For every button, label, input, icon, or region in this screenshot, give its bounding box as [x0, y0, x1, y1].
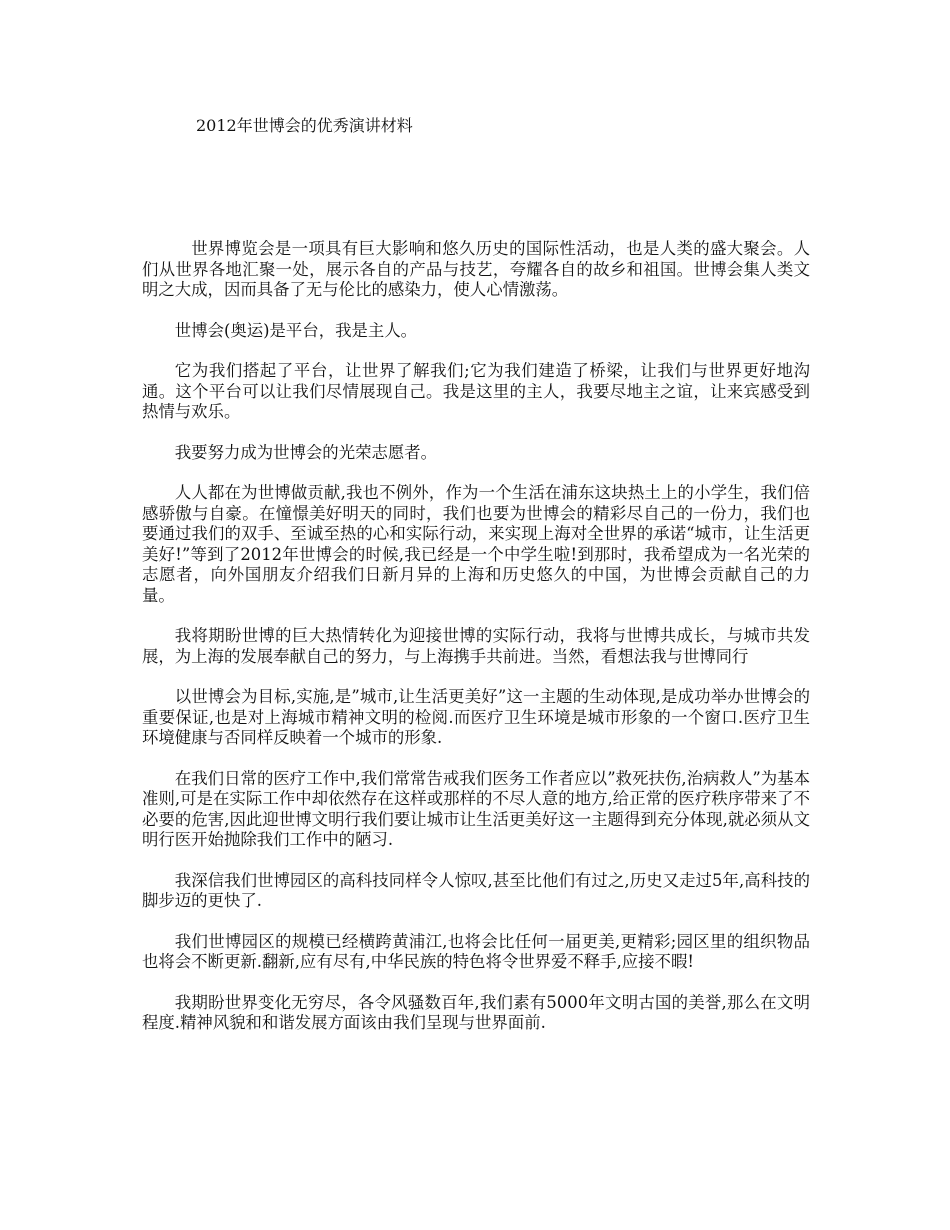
paragraph: 世博会(奥运)是平台，我是主人。: [174, 320, 418, 340]
paragraph: 我深信我们世博园区的高科技同样令人惊叹,甚至比他们有过之,历史又走过5年,高科技的脚步迈的更快了.: [142, 870, 810, 910]
paragraph: 人人都在为世博做贡献,我也不例外，作为一个生活在浦东这块热土上的小学生，我们倍感骄傲与自豪。在憧憬美好明天的同时，我们也要为世博会的精彩尽自己的一份力，我们也要通过我们的双手、至诚至热的心和实际行动，来实现上海对全世界的承诺“城市，让生活更美好!”等到了2012年世博会的时候,我已经是一个中学生啦!到那时，我希望成为一名光荣的志愿者，向外国朋友介绍我们日新月异的上海和历史悠久的中国，为世博会贡献自己的力量。: [142, 483, 810, 605]
paragraph-intro: 世界博览会是一项具有巨大影响和悠久历史的国际性活动，也是人类的盛大聚会。人们从世界各地汇聚一处，展示各自的产品与技艺，夸耀各自的故乡和祖国。世博会集人类文明之大成，因而具备了无与伦比的感染力，使人心情激荡。: [142, 239, 810, 299]
paragraph: 在我们日常的医疗工作中,我们常常告戒我们医务工作者应以”救死扶伤,治病救人”为基本准则,可是在实际工作中却依然存在这样或那样的不尽人意的地方,给正常的医疗秩序带来了不必要的危害,因此迎世博文明行我们要让城市让生活更美好这一主题得到充分体现,就必须从文明行医开始抛除我们工作中的陋习.: [142, 768, 810, 849]
paragraph: 我将期盼世博的巨大热情转化为迎接世博的实际行动，我将与世博共成长，与城市共发展，为上海的发展奉献自己的努力，与上海携手共前进。当然，看想法我与世博同行: [142, 626, 810, 666]
document-title: 2012年世博会的优秀演讲材料: [196, 116, 413, 135]
document-body: [142, 239, 810, 1054]
paragraph: 以世博会为目标,实施,是”城市,让生活更美好”这一主题的生动体现,是成功举办世博会的重要保证,也是对上海城市精神文明的检阅.而医疗卫生环境是城市形象的一个窗口.医疗卫生环境健康与否同样反映着一个城市的形象.: [142, 687, 810, 747]
paragraph: 它为我们搭起了平台，让世界了解我们;它为我们建造了桥梁，让我们与世界更好地沟通。这个平台可以让我们尽情展现自己。我是这里的主人，我要尽地主之谊，让来宾感受到热情与欢乐。: [142, 361, 810, 421]
paragraph: 我期盼世界变化无穷尽，各令风骚数百年,我们素有5000年文明古国的美誉,那么在文明程度.精神风貌和和谐发展方面该由我们呈现与世界面前.: [142, 992, 810, 1032]
paragraph: 我们世博园区的规模已经横跨黄浦江,也将会比任何一届更美,更精彩;园区里的组织物品也将会不断更新.翻新,应有尽有,中华民族的特色将令世界爱不释手,应接不暇!: [142, 931, 810, 971]
paragraph: 我要努力成为世博会的光荣志愿者。: [174, 442, 438, 462]
